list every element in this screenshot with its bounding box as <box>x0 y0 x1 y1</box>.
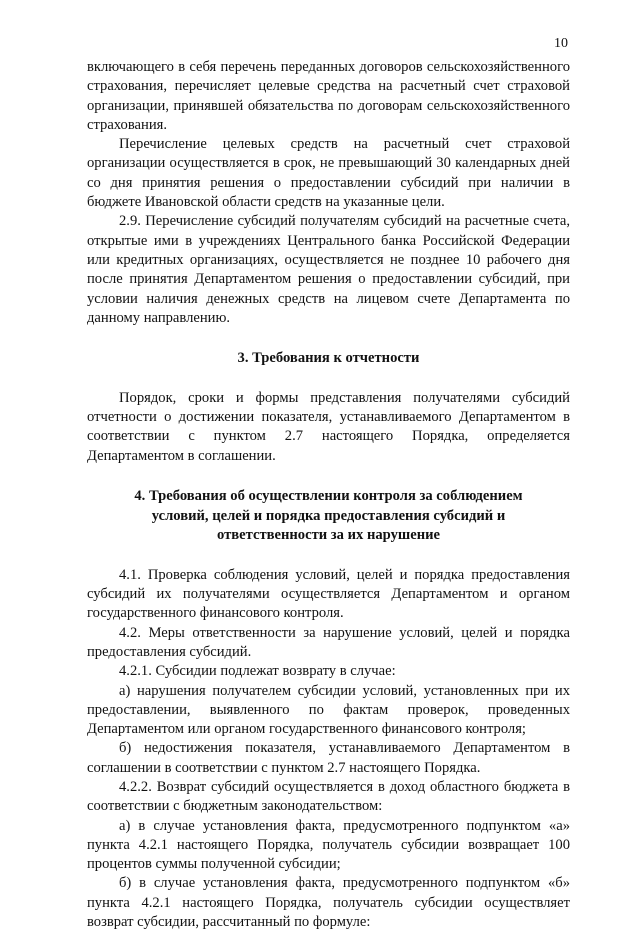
paragraph-4-2-1-a: а) нарушения получателем субсидии условий, установленных при их предоставлении, выявленного по фактам проверок, проведенных Департаментом или органом государственного финансового контроля; <box>87 682 570 738</box>
paragraph-4-2: 4.2. Меры ответственности за нарушение условий, целей и порядка предоставления субсидий. <box>87 624 570 660</box>
section-3-heading: 3. Требования к отчетности <box>237 350 420 367</box>
section-4-heading-line-1: 4. Требования об осуществлении контроля за соблюдением <box>134 487 523 504</box>
section-3-text: Порядок, сроки и формы представления получателями субсидий отчетности о достижении показателя, устанавливаемого Департаментом в соответствии с пунктом 2.7 настоящего Порядка, определяется Департаментом в соглашении. <box>87 389 570 464</box>
section-4-heading-line-2: условий, целей и порядка предоставления субсидий и <box>151 507 506 524</box>
paragraph-transfer-term: Перечисление целевых средств на расчетный счет страховой организации осуществляется в срок, не превышающий 30 календарных дней со дня принятия решения о предоставлении субсидий при наличии в бюджете Ивановской области средств на указанные цели. <box>87 136 570 211</box>
paragraph-4-2-2-a: а) в случае установления факта, предусмотренного подпунктом «а» пункта 4.2.1 настоящего Порядка, получатель субсидии возвращает 100 процентов суммы полученной субсидии; <box>87 817 570 873</box>
document-body <box>87 58 570 932</box>
paragraph-4-2-2: 4.2.2. Возврат субсидий осуществляется в доход областного бюджета в соответствии с бюджетным законодательством: <box>87 778 570 815</box>
section-4-heading-line-3: ответственности за их нарушение <box>217 527 440 544</box>
paragraph-2-9: 2.9. Перечисление субсидий получателям субсидий на расчетные счета, открытые ими в учреждениях Центрального банка Российской Федерации или кредитных организациях, осуществляется не позднее 10 рабочего дня после принятия Департаментом решения о предоставлении субсидий, при условии наличия денежных средств на лицевом счете Департамента по данному направлению. <box>87 213 570 326</box>
paragraph-4-1: 4.1. Проверка соблюдения условий, целей и порядка предоставления субсидий их получателями осуществляется Департаментом и органом государственного финансового контроля. <box>87 566 570 622</box>
paragraph-4-2-2-b: б) в случае установления факта, предусмотренного подпунктом «б» пункта 4.2.1 настоящего Порядка, получатель субсидии осуществляет возврат субсидии, рассчитанный по формуле: <box>87 875 570 931</box>
paragraph-4-2-1-b: б) недостижения показателя, устанавливаемого Департаментом в соглашении в соответствии с пунктом 2.7 настоящего Порядка. <box>87 740 570 776</box>
paragraph-4-2-1: 4.2.1. Субсидии подлежат возврату в случае: <box>119 663 396 680</box>
paragraph-continuation: включающего в себя перечень переданных договоров сельскохозяйственного страхования, перечисляет целевые средства на расчетный счет страховой организации, принявшей обязательства по договорам сельскохозяйственного страхования. <box>87 59 570 133</box>
page-number: 10 <box>554 36 568 51</box>
